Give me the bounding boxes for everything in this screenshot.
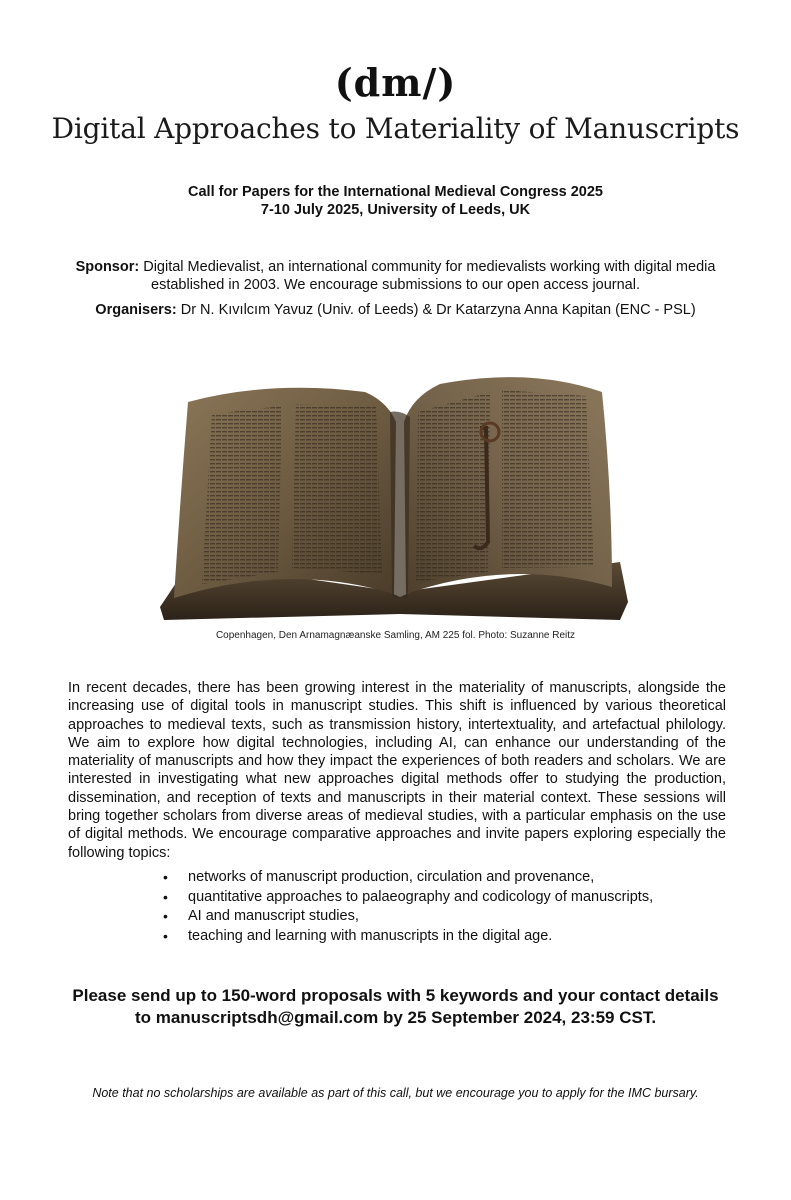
list-item [163, 868, 723, 888]
bullet-icon: • [163, 908, 168, 924]
topics-list [163, 868, 723, 946]
bullet-icon: • [163, 888, 168, 905]
sponsor-label: Sponsor: [75, 259, 140, 275]
page-title: Digital Approaches to Materiality of Manuscripts [51, 112, 740, 145]
submission-line-2: to manuscriptsdh@gmail.com by 25 September 2024, 23:59 CST. [134, 1008, 657, 1027]
submission-line-1: Please send up to 150-word proposals with 5 keywords and your contact details [72, 986, 719, 1005]
cfp-heading [0, 183, 791, 219]
topic-text: quantitative approaches to palaeography and codicology of manuscripts, [188, 888, 654, 905]
manuscript-photo [150, 362, 634, 624]
list-item [163, 927, 723, 947]
topic-text: AI and manuscript studies, [188, 908, 359, 924]
list-item [163, 907, 723, 927]
list-item [163, 888, 723, 908]
cfp-line-2: 7-10 July 2025, University of Leeds, UK [260, 202, 531, 218]
cfp-line-1: Call for Papers for the International Medieval Congress 2025 [188, 184, 603, 200]
body-paragraph: In recent decades, there has been growing interest in the materiality of manuscripts, alongside the increasing use of digital tools in manuscript studies. This shift is influenced by various theoretical approaches to medieval texts, such as transmission history, intertextuality, and artefactual philology. We aim to explore how digital technologies, including AI, can enhance our understanding of the materiality of manuscripts and how they impact the experiences of both readers and scholars. We are interested in investigating what new approaches digital methods offer to studying the production, dissemination, and reception of texts and manuscripts in their material context. These sessions will bring together scholars from diverse areas of medieval studies, with a particular emphasis on the use of digital methods. We encourage comparative approaches and invite papers exploring especially the following topics: [68, 680, 726, 861]
topic-text: teaching and learning with manuscripts in the digital age. [188, 927, 553, 944]
sponsor-block [60, 258, 731, 294]
organisers-label: Organisers: [95, 302, 177, 318]
bullet-icon: • [163, 927, 168, 944]
scholarship-note: Note that no scholarships are available as part of this call, but we encourage you to apply for the IMC bursary. [92, 1086, 699, 1100]
topic-text: networks of manuscript production, circulation and provenance, [188, 869, 595, 885]
sponsor-text: Digital Medievalist, an international community for medievalists working with digital media established in 2003. We encourage submissions to our open access journal. [139, 259, 716, 293]
submission-instructions [40, 985, 751, 1029]
image-caption: Copenhagen, Den Arnamagnæanske Samling, AM 225 fol. Photo: Suzanne Reitz [215, 630, 576, 641]
organisers-block [30, 301, 761, 319]
bullet-icon: • [163, 869, 168, 885]
organisers-text: Dr N. Kıvılcım Yavuz (Univ. of Leeds) & Dr Katarzyna Anna Kapitan (ENC - PSL) [176, 302, 696, 318]
dm-logo: (dm/) [334, 60, 457, 105]
